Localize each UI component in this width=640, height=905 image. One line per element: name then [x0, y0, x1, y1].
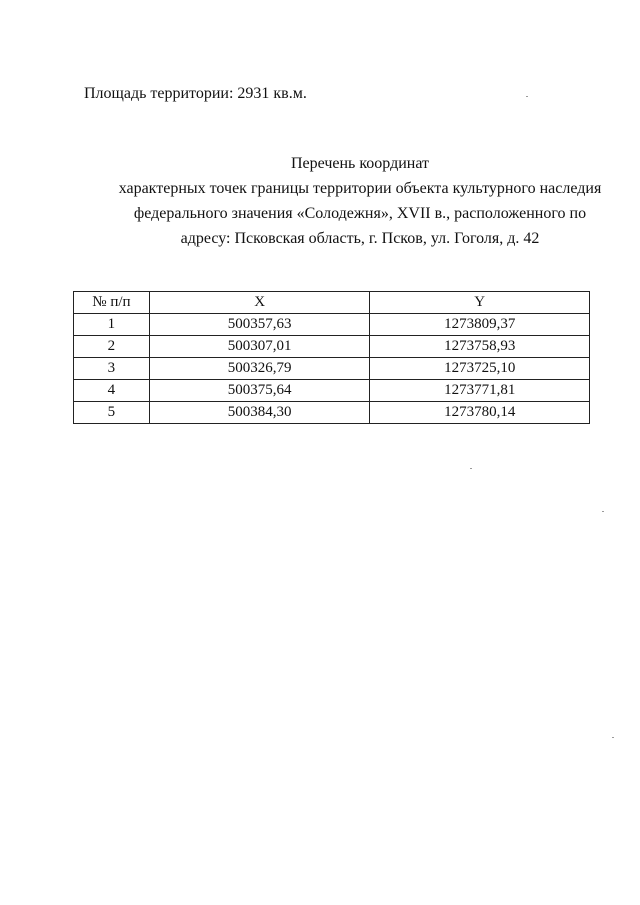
- coordinate-x: 500307,01: [149, 336, 370, 358]
- heading-line-4: адресу: Псковская область, г. Псков, ул. Гоголя, д. 42: [180, 230, 540, 247]
- territory-area-text: Площадь территории: 2931 кв.м.: [84, 85, 307, 102]
- header-y: Y: [370, 292, 590, 314]
- point-number: 4: [74, 380, 150, 402]
- header-x: X: [149, 292, 370, 314]
- heading-line-1: Перечень координат: [290, 155, 430, 172]
- header-number: № п/п: [74, 292, 150, 314]
- coordinates-table: [73, 291, 590, 424]
- point-number: 2: [74, 336, 150, 358]
- coordinate-x: 500375,64: [149, 380, 370, 402]
- coordinate-y: 1273771,81: [370, 380, 590, 402]
- scan-speck: [602, 511, 604, 512]
- table-row: [74, 402, 590, 424]
- table-row: [74, 380, 590, 402]
- coordinate-x: 500326,79: [149, 358, 370, 380]
- coordinate-y: 1273809,37: [370, 314, 590, 336]
- scan-speck: [470, 468, 472, 469]
- coordinate-x: 500384,30: [149, 402, 370, 424]
- table-row: [74, 314, 590, 336]
- table-row: [74, 336, 590, 358]
- table-header-row: [74, 292, 590, 314]
- heading-line-2: характерных точек границы территории объекта культурного наследия: [118, 180, 602, 197]
- coordinate-x: 500357,63: [149, 314, 370, 336]
- point-number: 5: [74, 402, 150, 424]
- point-number: 3: [74, 358, 150, 380]
- table-row: [74, 358, 590, 380]
- point-number: 1: [74, 314, 150, 336]
- scan-speck: [612, 737, 614, 738]
- coordinate-y: 1273725,10: [370, 358, 590, 380]
- coordinate-y: 1273780,14: [370, 402, 590, 424]
- coordinates-heading: [60, 151, 640, 251]
- coordinate-y: 1273758,93: [370, 336, 590, 358]
- scan-speck: [526, 96, 528, 97]
- heading-line-3: федерального значения «Солодежня», XVII в., расположенного по: [133, 205, 587, 222]
